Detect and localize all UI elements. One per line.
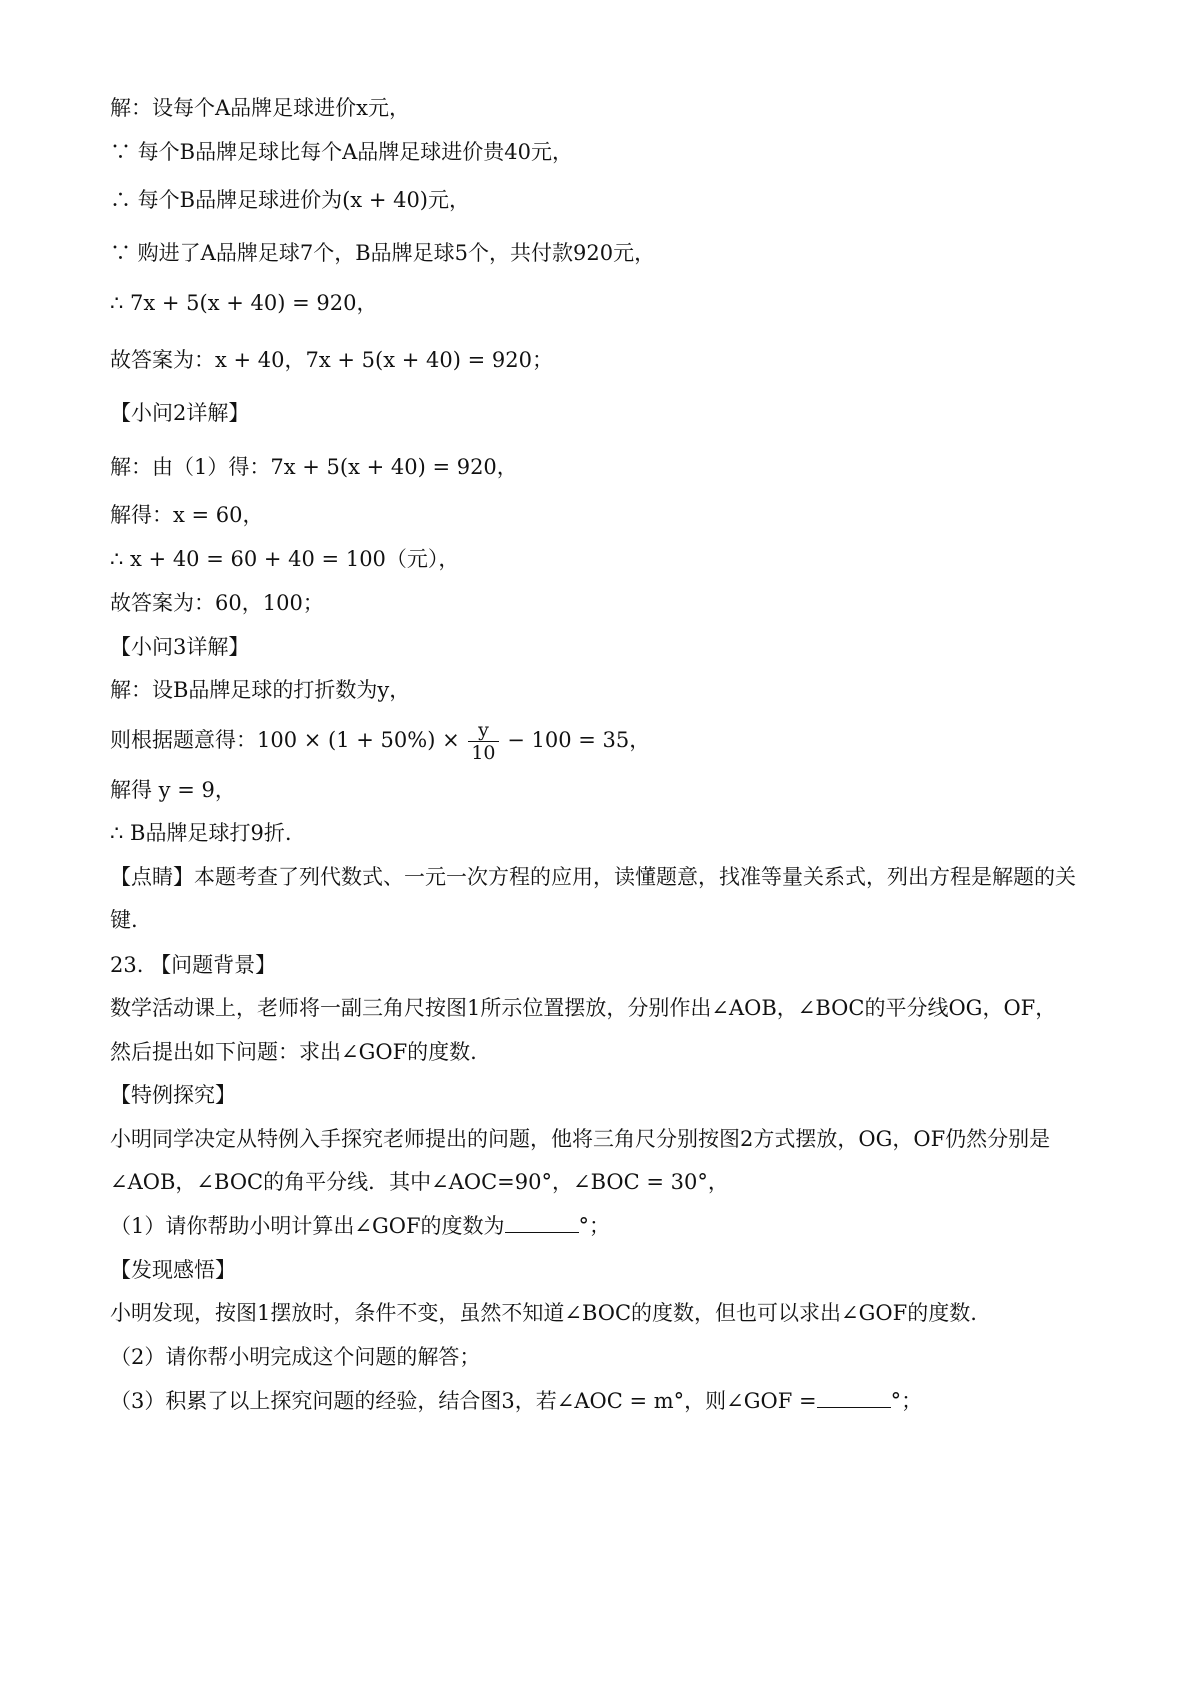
text-line: ∠AOB，∠BOC的角平分线．其中∠AOC=90°，∠BOC = 30°，: [110, 1170, 729, 1194]
text-line: ∴ x + 40 = 60 + 40 = 100（元），: [110, 547, 460, 571]
question-suffix: °；: [578, 1214, 611, 1238]
section-heading: 【小问2详解】: [110, 401, 250, 425]
text-line: 小明发现，按图1摆放时，条件不变，虽然不知道∠BOC的度数，但也可以求出∠GOF的度数.: [110, 1301, 977, 1325]
question-prefix: （1）请你帮助小明计算出∠GOF的度数为: [110, 1214, 505, 1238]
answer-line: 故答案为：x + 40，7x + 5(x + 40) = 920；: [110, 348, 553, 372]
equation-line: ∴ 7x + 5(x + 40) = 920，: [110, 291, 378, 315]
answer-blank: [505, 1212, 579, 1233]
remark-line: 键.: [110, 908, 138, 932]
section-heading: 【小问3详解】: [110, 635, 250, 659]
text-line: ∵ 购进了A品牌足球7个，B品牌足球5个，共付款920元，: [110, 241, 656, 265]
text-line: 小明同学决定从特例入手探究老师提出的问题，他将三角尺分别按图2方式摆放，OG，OF仍然分别是: [110, 1127, 1051, 1151]
question-heading: 23. 【问题背景】: [110, 953, 277, 977]
answer-line: 故答案为：60，100；: [110, 591, 324, 615]
remark-line: 【点睛】本题考查了列代数式、一元一次方程的应用，读懂题意，找准等量关系式，列出方程是解题的关: [110, 865, 1076, 889]
text-line: 解：设每个A品牌足球进价x元，: [110, 96, 411, 120]
text-line: 然后提出如下问题：求出∠GOF的度数.: [110, 1040, 477, 1064]
answer-blank: [817, 1387, 891, 1408]
fill-in-line: [110, 1211, 1090, 1241]
text-line: 解：由（1）得：7x + 5(x + 40) = 920，: [110, 455, 518, 479]
fraction-denominator: 10: [471, 742, 496, 764]
question-prefix: （3）积累了以上探究问题的经验，结合图3，若∠AOC = m°，则∠GOF =: [110, 1389, 817, 1413]
fraction-numerator: y: [468, 719, 498, 742]
fraction: [468, 719, 498, 764]
fraction-equation-line: [110, 718, 1090, 764]
question-suffix: °；: [890, 1389, 923, 1413]
text-line: ∵ 每个B品牌足球比每个A品牌足球进价贵40元，: [110, 140, 573, 164]
text-line: 数学活动课上，老师将一副三角尺按图1所示位置摆放，分别作出∠AOB，∠BOC的平分线OG，OF，: [110, 996, 1057, 1020]
text-line: 解得：x = 60，: [110, 503, 264, 527]
text-line: ∴ 每个B品牌足球进价为(x + 40)元，: [110, 188, 471, 212]
text-line: ∴ B品牌足球打9折.: [110, 821, 292, 845]
text-line: （2）请你帮小明完成这个问题的解答；: [110, 1345, 481, 1369]
equation-prefix: 则根据题意得：100 × (1 + 50%) ×: [110, 728, 467, 752]
section-heading: 【发现感悟】: [110, 1258, 236, 1282]
equation-suffix: − 100 = 35，: [500, 728, 651, 752]
fill-in-line: [110, 1386, 1090, 1416]
text-line: 解得 y = 9，: [110, 778, 236, 802]
section-heading: 【特例探究】: [110, 1083, 236, 1107]
text-line: 解：设B品牌足球的打折数为y，: [110, 678, 411, 702]
